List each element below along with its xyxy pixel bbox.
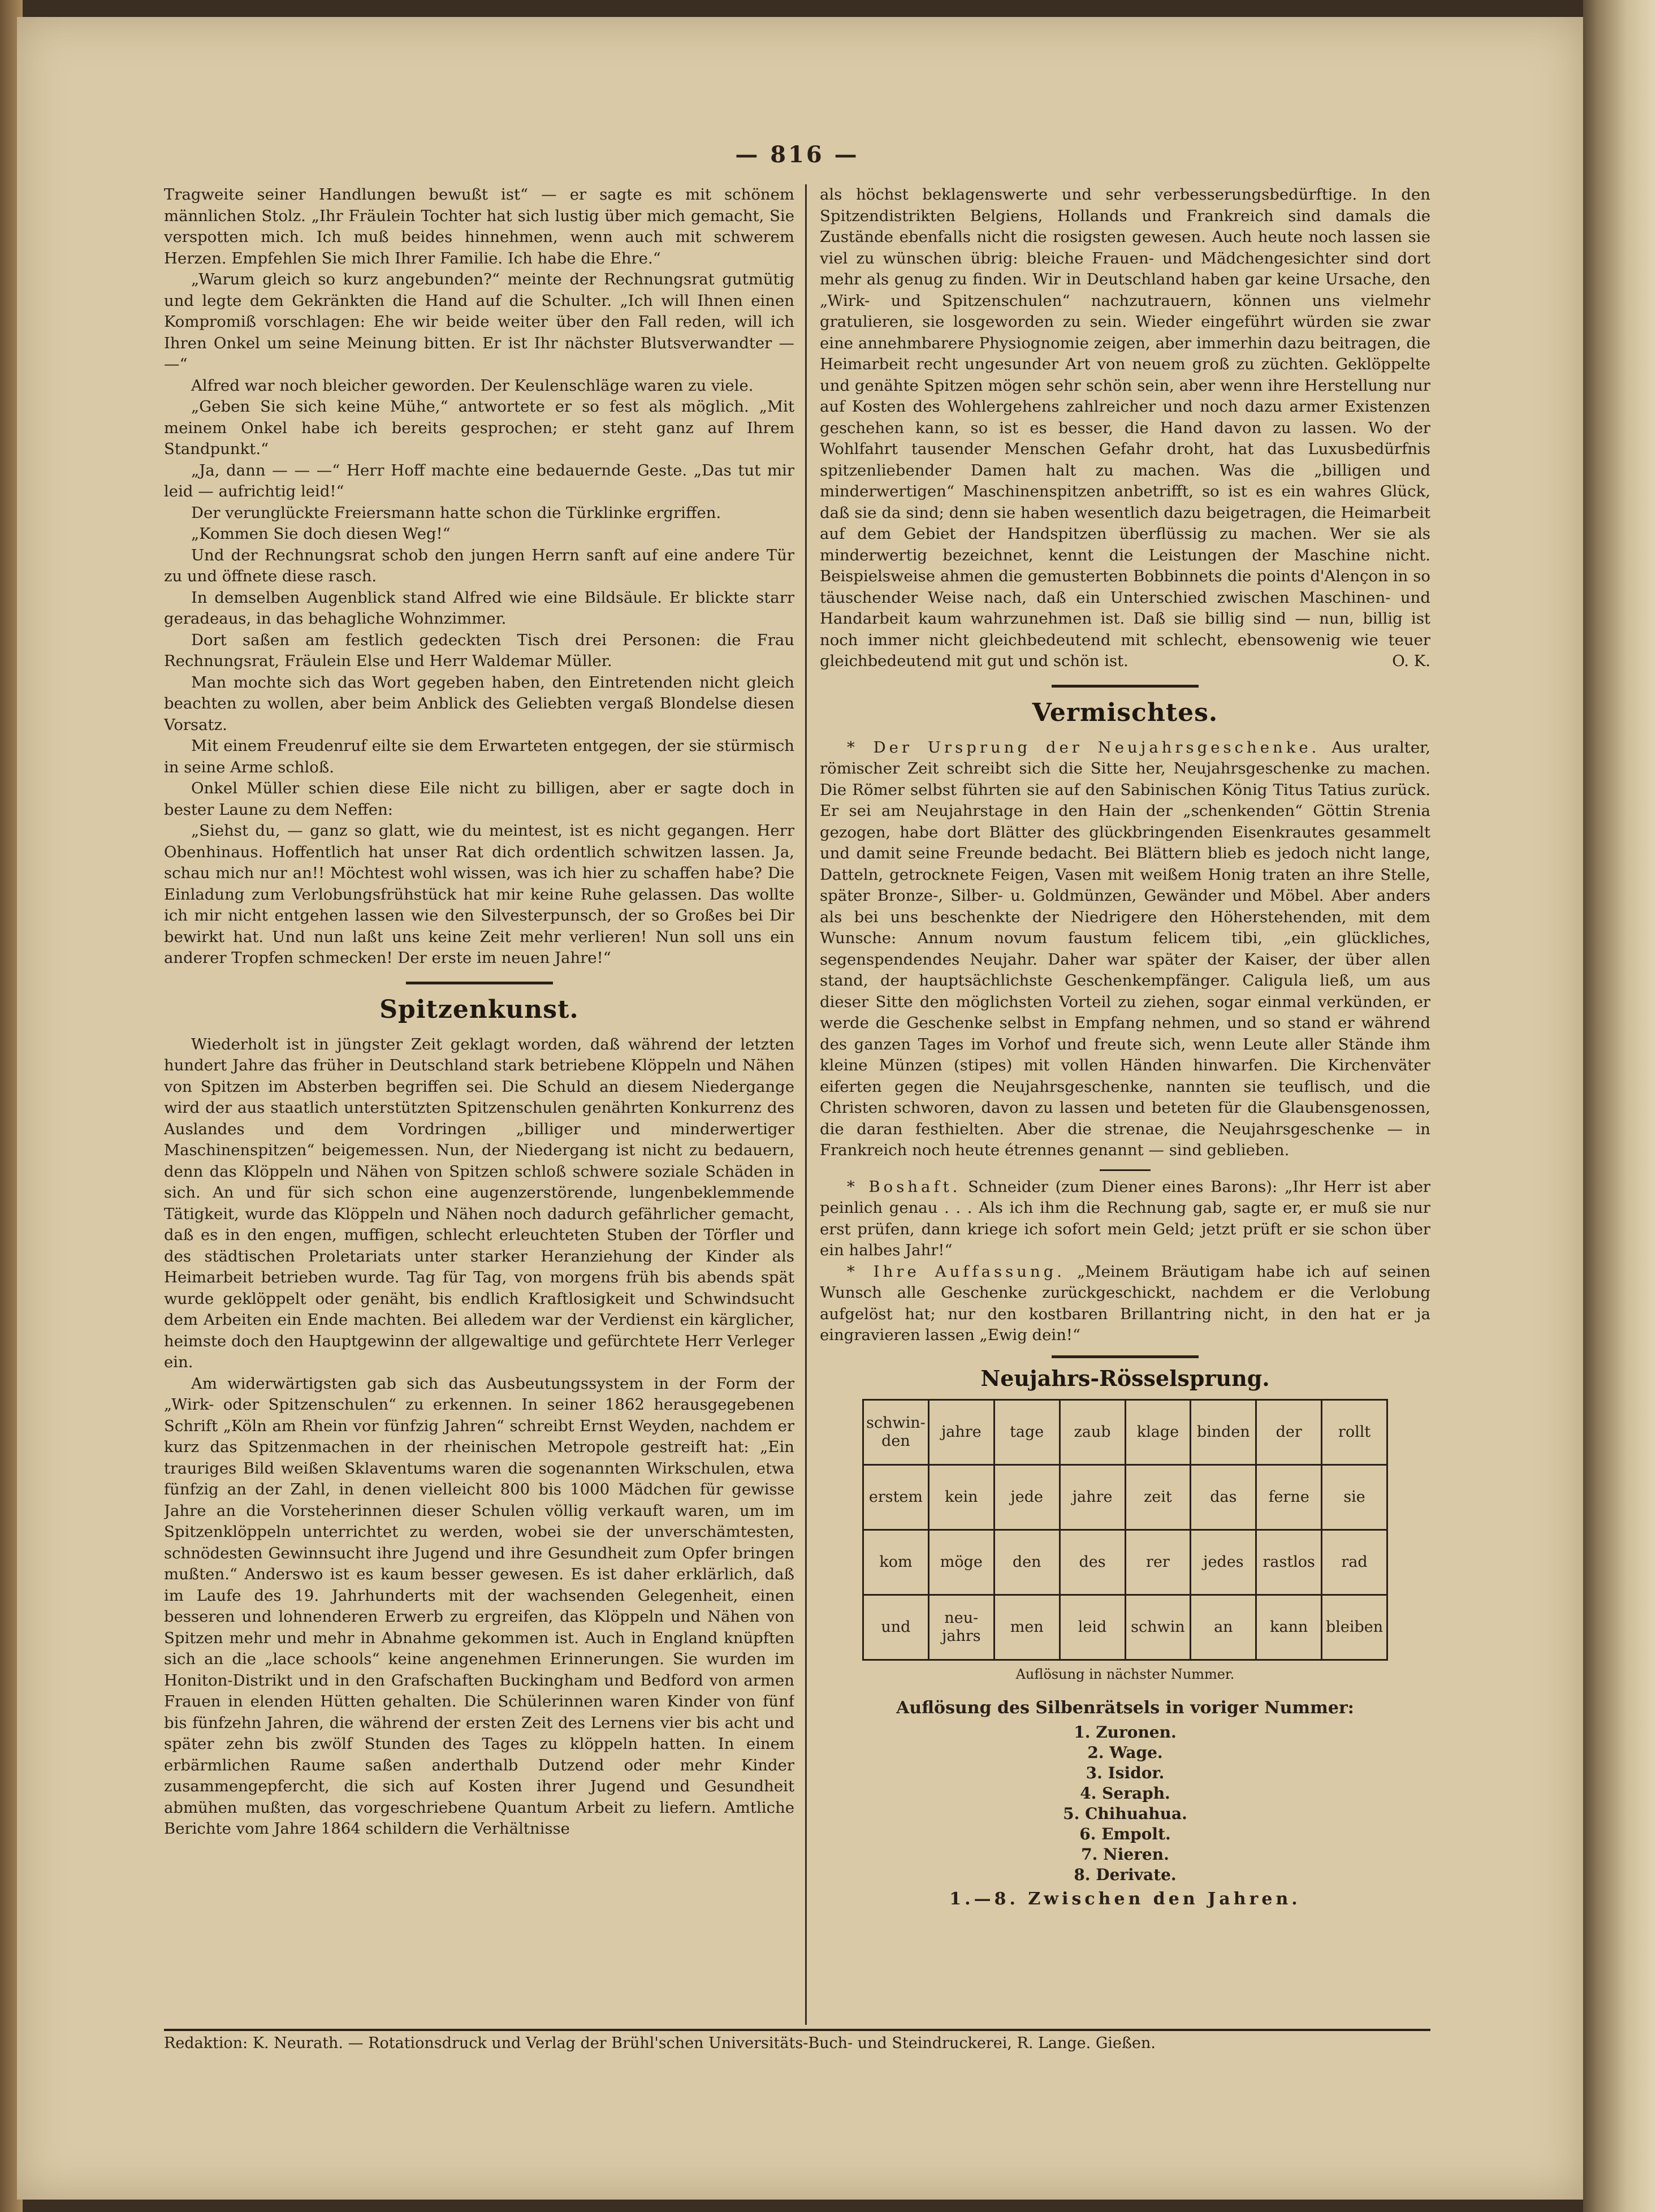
solution-list <box>820 1722 1430 1885</box>
story-paragraph: „Siehst du, — ganz so glatt, wie du meintest, ist es nicht gegangen. Herr Obenhinaus. Hoffentlich hat unser Rat dich ordentlich schwitzen lassen. Ja, schau mich nur an!! Möchtest wohl wissen, was ich hier zu schaffen habe? Die Einladung zum Verlobungsfrühstück hat mir keine Ruhe gelassen. Das wollte ich mir nicht entgehen lassen wie den Silvesterpunsch, der so Großes bei Dir bewirkt hat. Und nun laßt uns keine Zeit mehr verlieren! Nun soll uns ein anderer Tropfen schmecken! Der erste im neuen Jahre!“ <box>164 822 794 967</box>
story-paragraph: „Kommen Sie doch diesen Weg!“ <box>191 525 451 543</box>
misc-item <box>820 737 1430 1161</box>
puzzle-cell: an <box>1191 1595 1256 1660</box>
puzzle-cell: des <box>1060 1530 1125 1595</box>
section-title: Spitzenkunst. <box>379 995 579 1024</box>
puzzle-row <box>863 1464 1387 1530</box>
solution-item: 5. Chihuahua. <box>1063 1804 1187 1823</box>
puzzle-title: Neujahrs-Rösselsprung. <box>980 1365 1270 1391</box>
article-paragraph: Am widerwärtigsten gab sich das Ausbeutungssystem in der Form der „Wirk- oder Spitzenschulen“ zu erkennen. In seiner 1862 herausgegebenen Schrift „Köln am Rhein vor fünfzig Jahren“ schreibt Ernst Weyden, nachdem er kurz das Spitzenmachen in der rheinischen Metropole gestreift hat: „Ein trauriges Bild weißen Sklaventums waren die sogenannten Wirkschulen, etwa fünfzig an der Zahl, in denen vielleicht 800 bis 1000 Mädchen für gewisse Jahre an die Vorsteherinnen dieser Schulen völlig verkauft waren, um im Spitzenklöppeln unterrichtet zu werden, wobei sie der unverschämtesten, schnödesten Gewinnsucht ihre Jugend und ihre Gesundheit zum Opfer bringen mußten.“ Anderswo ist es kaum besser gewesen. Es ist daher erklärlich, daß im Laufe des 19. Jahrhunderts mit der wachsenden Gelegenheit, einen besseren und lohnenderen Erwerb zu ergreifen, das Klöppeln und Nähen von Spitzen mehr und mehr in Abnahme gekommen ist. Auch in England knüpften sich an die „lace schools“ keine angenehmen Erinnerungen. Sie wurden im Honiton-Distrikt und in den Grafschaften Buckingham und Bedford von armen Frauen in elenden Hütten gehalten. Die Schülerinnen waren Kinder von fünf bis fünfzehn Jahren, die während der ersten Zeit des Lernens vier bis acht und später zehn bis zwölf Stunden des Tages zu klöppeln hatten. In einem erbärmlichen Raume saßen anderthalb Dutzend oder mehr Kinder zusammengepfercht, die sich auf Kosten ihrer Jugend und Gesundheit abmühen mußten, das vorgeschriebene Quantum Arbeit zu liefern. Amtliche Berichte vom Jahre 1864 schildern die Verhältnisse <box>164 1374 794 1838</box>
solution-item: 2. Wage. <box>1087 1743 1163 1762</box>
puzzle-row <box>863 1595 1387 1660</box>
puzzle-cell: kein <box>928 1464 994 1530</box>
puzzle-cell: erstem <box>863 1464 929 1530</box>
puzzle-cell: neu-jahrs <box>928 1595 994 1660</box>
knight-move-puzzle-grid <box>862 1399 1388 1661</box>
puzzle-cell: bleiben <box>1322 1595 1387 1660</box>
story-paragraph: Und der Rechnungsrat schob den jungen Herrn sanft auf eine andere Tür zu und öffnete diese rasch. <box>164 546 794 585</box>
story-paragraph: Tragweite seiner Handlungen bewußt ist“ — er sagte es mit schönem männlichen Stolz. „Ihr Fräulein Tochter hat sich lustig über mich gemacht, Sie verspotten mich. Ich muß beides hinnehmen, wenn auch mit schwerem Herzen. Empfehlen Sie mich Ihrer Familie. Ich habe die Ehre.“ <box>164 185 794 267</box>
puzzle-cell: men <box>994 1595 1060 1660</box>
misc-item-text: Aus uralter, römischer Zeit schreibt sich die Sitte her, Neujahrsgeschenke zu machen. Die Römer selbst führten sie auf den Sabinischen König Titus Tatius zurück. Er sei am Neujahrstage in den Hain der „schenkenden“ Göttin Strenia gezogen, habe dort Blätter des glückbringenden Eisenkrautes gesammelt und damit seine Freunde bedacht. Bei Blättern blieb es jedoch nicht lange, Datteln, getrocknete Feigen, Vasen mit weißem Honig traten an ihre Stelle, später Bronze-, Silber- u. Goldmünzen, Gewänder und Möbel. Aber anders als bei uns beschenkte der Niedrigere den Höherstehenden, mit dem Wunsche: Annum novum faustum felicem tibi, „ein glückliches, segenspendendes Neujahr. Daher war später der Kaiser, der über allen stand, der hauptsächlichste Geschenkempfänger. Caligula ließ, um aus dieser Sitte den möglichsten Vorteil zu ziehen, sogar einmal verkünden, er werde die Geschenke selbst in Empfang nehmen, und so stand er während des ganzen Tages im Vorhof und freute sich, wenn Leute aller Stände ihm kleine Münzen (stipes) mit vollen Händen hinwarfen. Die Kirchenväter eiferten gegen die Neujahrsgeschenke, nannten sie teuflisch, und die Christen schworen, davon zu lassen und beteten für die Glaubensgenossen, die daran festhielten. Aber die strenae, die Neujahrsgeschenke — in Frankreich noch heute étrennes genannt — sind geblieben. <box>820 738 1430 1159</box>
puzzle-cell: schwin-den <box>863 1399 929 1464</box>
solution-item: 6. Empolt. <box>1079 1824 1171 1843</box>
puzzle-cell: und <box>863 1595 929 1660</box>
story-paragraph: „Warum gleich so kurz angebunden?“ meinte der Rechnungsrat gutmütig und legte dem Gekränkten die Hand auf die Schulter. „Ich will Ihnen einen Kompromiß vorschlagen: Ehe wir beide weiter über den Fall reden, will ich Ihren Onkel um seine Meinung bitten. Er ist Ihr nächster Blutsverwandter — —“ <box>164 270 794 373</box>
solution-item: 3. Isidor. <box>1086 1763 1165 1782</box>
story-paragraph: „Ja, dann — — —“ Herr Hoff machte eine bedauernde Geste. „Das tut mir leid — aufrichtig leid!“ <box>164 461 794 500</box>
puzzle-cell: schwin <box>1125 1595 1191 1660</box>
story-paragraph: Onkel Müller schien diese Eile nicht zu billigen, aber er sagte doch in bester Laune zu dem Neffen: <box>164 779 794 819</box>
puzzle-cell: klage <box>1125 1399 1191 1464</box>
puzzle-cell: binden <box>1191 1399 1256 1464</box>
misc-item-label: * Der Ursprung der Neujahrsgeschenke. <box>847 738 1320 757</box>
article-continuation <box>820 184 1430 672</box>
solution-item: 7. Nieren. <box>1081 1844 1169 1864</box>
solution-title: Auflösung des Silbenrätsels in voriger Nummer: <box>896 1698 1354 1718</box>
right-column <box>820 184 1430 2028</box>
story-paragraph: Mit einem Freudenruf eilte sie dem Erwarteten entgegen, der sie stürmisch in seine Arme schloß. <box>164 737 794 776</box>
author-signature: O. K. <box>1392 652 1430 670</box>
puzzle-cell: jede <box>994 1464 1060 1530</box>
puzzle-cell: kom <box>863 1530 929 1595</box>
story-paragraph: In demselben Augenblick stand Alfred wie eine Bildsäule. Er blickte starr geradeaus, in das behagliche Wohnzimmer. <box>164 588 794 628</box>
misc-item-text: Schneider (zum Diener eines Barons): „Ihr Herr ist aber peinlich genau . . . Als ich ihm die Rechnung gab, sagte er, er muß sie nur erst prüfen, dann kriege ich sofort mein Geld; jetzt prüft er sie schon über ein halbes Jahr!“ <box>820 1177 1430 1259</box>
solution-item: 1. Zuronen. <box>1074 1722 1177 1742</box>
puzzle-cell: sie <box>1322 1464 1387 1530</box>
puzzle-cell: den <box>994 1530 1060 1595</box>
puzzle-cell: zaub <box>1060 1399 1125 1464</box>
puzzle-cell: leid <box>1060 1595 1125 1660</box>
section-divider <box>1052 685 1199 688</box>
adjacent-page-edge <box>1583 0 1656 2212</box>
misc-section-title: Vermischtes. <box>1032 698 1218 727</box>
puzzle-cell: rastlos <box>1256 1530 1322 1595</box>
story-paragraph: Der verunglückte Freiersmann hatte schon die Türklinke ergriffen. <box>191 503 721 522</box>
misc-item-label: * Boshaft. <box>847 1177 961 1196</box>
puzzle-note: Auflösung in nächster Nummer. <box>1015 1666 1235 1682</box>
puzzle-cell: der <box>1256 1399 1322 1464</box>
solution-item: 4. Seraph. <box>1080 1783 1170 1803</box>
misc-item-label: * Ihre Auffassung. <box>847 1262 1066 1281</box>
left-column <box>164 184 794 2028</box>
story-paragraph: „Geben Sie sich keine Mühe,“ antwortete er so fest als möglich. „Mit meinem Onkel habe ich bereits gesprochen; er steht ganz auf Ihrem Standpunkt.“ <box>164 398 794 458</box>
puzzle-row <box>863 1399 1387 1464</box>
puzzle-row <box>863 1530 1387 1595</box>
puzzle-cell: ferne <box>1256 1464 1322 1530</box>
misc-item-text: „Meinem Bräutigam habe ich auf seinen Wunsch alle Geschenke zurückgeschickt, nachdem er die Verlobung aufgelöst hat; nur den kostbaren Brillantring nicht, in den hat er ja eingravieren lassen „Ewig dein!“ <box>820 1262 1430 1344</box>
puzzle-cell: rer <box>1125 1530 1191 1595</box>
puzzle-cell: kann <box>1256 1595 1322 1660</box>
item-divider <box>1100 1169 1151 1171</box>
section-divider <box>1052 1355 1199 1358</box>
article-paragraph: Wiederholt ist in jüngster Zeit geklagt worden, daß während der letzten hundert Jahre das früher in Deutschland stark betriebene Klöppeln und Nähen von Spitzen im Absterben begriffen sei. Die Schuld an diesem Niedergange wird der aus staatlich unterstützten Spitzenschulen genährten Konkurrenz des Auslandes und dem Vordringen „billiger und minderwertiger Maschinenspitzen“ beigemessen. Nun, der Niedergang ist nicht zu bedauern, denn das Klöppeln und Nähen von Spitzen schloß schwere soziale Schäden in sich. An und für sich schon eine augenzerstörende, lungenbeklemmende Tätigkeit, wurde das Klöppeln und Nähen noch dadurch gefährlicher gemacht, daß es in den engen, muffigen, schlecht erleuchteten Stuben der Törfler und des städtischen Proletariats unter starker Heranziehung der Kinder als Heimarbeit betrieben wurde. Tag für Tag, von morgens früh bis abends spät wurde geklöppelt oder genäht, bis endlich Kraftlosigkeit und Schwindsucht dem Arbeiten ein Ende machten. Bei alledem war der Verdienst ein kärglicher, heimste doch den Hauptgewinn der allgewaltige und gefürchtete Herr Verleger ein. <box>164 1035 794 1371</box>
puzzle-cell: jahre <box>928 1399 994 1464</box>
story-paragraph: Alfred war noch bleicher geworden. Der Keulenschläge waren zu viele. <box>191 376 754 395</box>
imprint-footer: Redaktion: K. Neurath. — Rotationsdruck und Verlag der Brühl'schen Universitäts-Buch- und Steindruckerei, R. Lange. Gießen. <box>164 2034 1156 2052</box>
puzzle-cell: tage <box>994 1399 1060 1464</box>
footer-rule <box>164 2029 1430 2031</box>
puzzle-cell: rad <box>1322 1530 1387 1595</box>
puzzle-cell: möge <box>928 1530 994 1595</box>
misc-item <box>820 1177 1430 1261</box>
puzzle-cell: jedes <box>1191 1530 1256 1595</box>
story-paragraph: Man mochte sich das Wort gegeben haben, den Eintretenden nicht gleich beachten zu wollen, aber beim Anblick des Geliebten vergaß Blondelse diesen Vorsatz. <box>164 673 794 734</box>
solution-summary: 1.—8. Zwischen den Jahren. <box>949 1889 1301 1909</box>
puzzle-cell: jahre <box>1060 1464 1125 1530</box>
solution-item: 8. Derivate. <box>1074 1865 1177 1884</box>
section-divider <box>406 982 553 984</box>
story-paragraph: Dort saßen am festlich gedeckten Tisch drei Personen: die Frau Rechnungsrat, Fräulein Else und Herr Waldemar Müller. <box>164 630 794 670</box>
puzzle-cell: zeit <box>1125 1464 1191 1530</box>
continuation-text: als höchst beklagenswerte und sehr verbesserungsbedürftige. In den Spitzendistrikten Belgiens, Hollands und Frankreich sind damals die Zustände ebenfalls nicht die rosigsten gewesen. Auch heute noch lassen sie viel zu wünschen übrig: bleiche Frauen- und Mädchengesichter sind dort mehr als genug zu finden. Wir in Deutschland haben gar keine Ursache, den „Wirk- und Spitzenschulen“ nachzutrauern, können uns vielmehr gratulieren, sie losgeworden zu sein. Wieder eingeführt würden sie zwar eine annehmbarere Physiognomie zeigen, aber immerhin dazu beitragen, die Heimarbeit recht ungesunder Art von neuem groß zu züchten. Geklöppelte und genähte Spitzen mögen sehr schön sein, aber wenn ihre Herstellung nur auf Kosten des Wohlergehens zahlreicher und noch dazu armer Existenzen geschehen kann, so ist es besser, die Hand davon zu lassen. Wo der Wohlfahrt tausender Menschen Gefahr droht, hat das Luxusbedürfnis spitzenliebender Damen halt zu machen. Was die „billigen und minderwertigen“ Maschinenspitzen anbetrifft, so ist es ein wahres Glück, daß sie da sind; denn sie haben wesentlich dazu beigetragen, die Heimarbeit auf dem Gebiet der Handspitzen überflüssig zu machen. Wer sie als minderwertig bezeichnet, kennt die Leistungen der Maschine nicht. Beispielsweise ahmen die gemusterten Bobbinnets die points d'Alençon in so täuschender Weise nach, daß ein Unterschied zwischen Maschinen- und Handarbeit kaum wahrzunehmen ist. Daß sie billig sind — nun, billig ist noch immer nicht gleichbedeutend mit schlecht, ebensowenig wie teuer gleichbedeutend mit gut und schön ist. <box>820 185 1430 670</box>
misc-item <box>820 1261 1430 1346</box>
column-divider <box>805 184 807 2025</box>
page-number: — 816 — <box>735 141 859 168</box>
puzzle-cell: das <box>1191 1464 1256 1530</box>
puzzle-cell: rollt <box>1322 1399 1387 1464</box>
